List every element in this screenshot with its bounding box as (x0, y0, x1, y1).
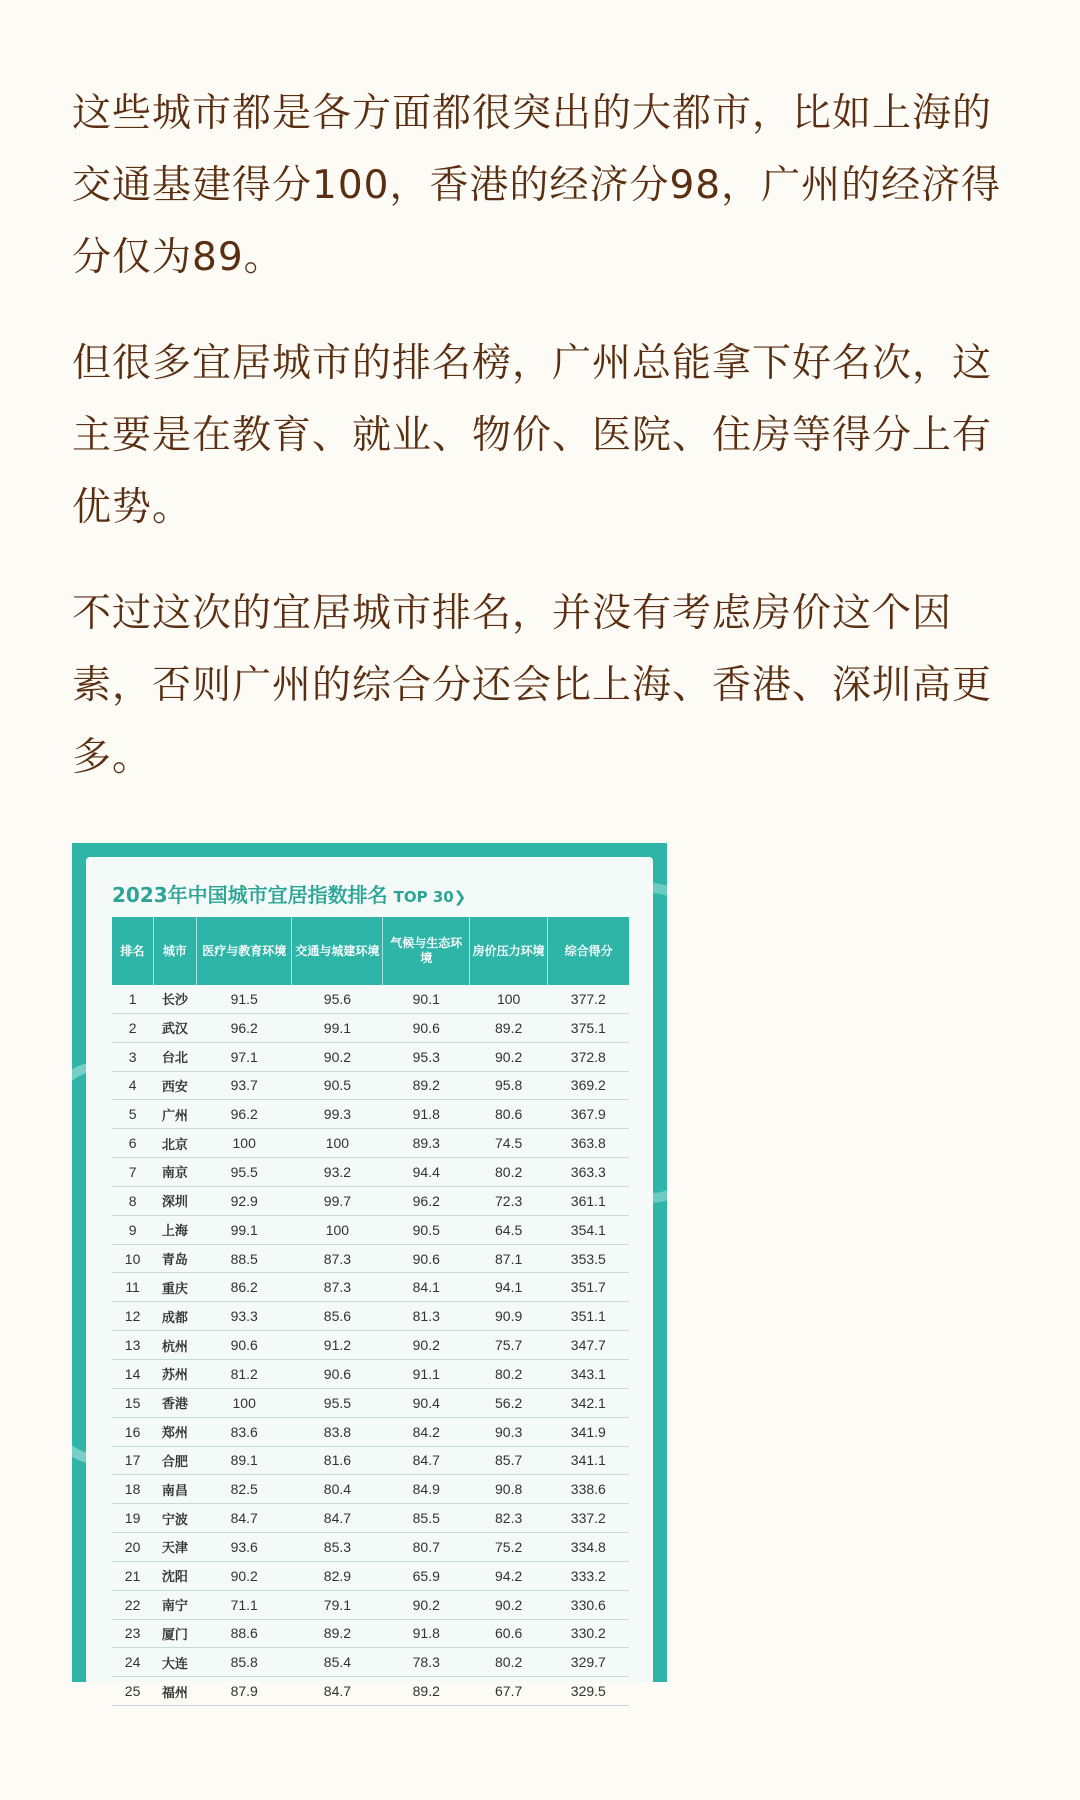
climate-ecology-cell: 89.2 (383, 1071, 470, 1100)
housing-pressure-cell: 89.2 (470, 1013, 548, 1042)
column-header: 排名 (112, 917, 153, 985)
transport-construction-cell: 91.2 (292, 1331, 383, 1360)
transport-construction-cell: 90.2 (292, 1042, 383, 1071)
ranking-title-suffix: TOP 30 (393, 888, 454, 906)
transport-construction-cell: 83.8 (292, 1417, 383, 1446)
housing-pressure-cell: 90.2 (470, 1590, 548, 1619)
climate-ecology-cell: 84.7 (383, 1446, 470, 1475)
transport-construction-cell: 79.1 (292, 1590, 383, 1619)
housing-pressure-cell: 72.3 (470, 1186, 548, 1215)
total-score-cell: 330.2 (548, 1619, 629, 1648)
table-row (112, 1648, 629, 1677)
total-score-cell: 353.5 (548, 1244, 629, 1273)
rank-cell: 5 (112, 1100, 153, 1129)
housing-pressure-cell: 80.2 (470, 1158, 548, 1187)
ranking-image[interactable] (72, 843, 667, 1701)
transport-construction-cell: 85.6 (292, 1302, 383, 1331)
table-row (112, 1590, 629, 1619)
medical-education-cell: 95.5 (197, 1158, 292, 1187)
climate-ecology-cell: 91.1 (383, 1359, 470, 1388)
housing-pressure-cell: 90.8 (470, 1475, 548, 1504)
city-cell: 成都 (153, 1302, 196, 1331)
medical-education-cell: 100 (197, 1388, 292, 1417)
paragraph-1: 这些城市都是各方面都很突出的大都市，比如上海的交通基建得分100，香港的经济分98，广州的经济得分仅为89。 (72, 91, 1002, 280)
transport-construction-cell: 84.7 (292, 1504, 383, 1533)
table-row (112, 1158, 629, 1187)
climate-ecology-cell: 90.4 (383, 1388, 470, 1417)
table-row (112, 1533, 629, 1562)
rank-cell: 15 (112, 1388, 153, 1417)
housing-pressure-cell: 94.1 (470, 1273, 548, 1302)
climate-ecology-cell: 89.2 (383, 1677, 470, 1706)
housing-pressure-cell: 90.2 (470, 1042, 548, 1071)
housing-pressure-cell: 75.2 (470, 1533, 548, 1562)
total-score-cell: 369.2 (548, 1071, 629, 1100)
city-cell: 西安 (153, 1071, 196, 1100)
total-score-cell: 343.1 (548, 1359, 629, 1388)
medical-education-cell: 96.2 (197, 1013, 292, 1042)
city-cell: 南昌 (153, 1475, 196, 1504)
housing-pressure-cell: 74.5 (470, 1129, 548, 1158)
city-cell: 北京 (153, 1129, 196, 1158)
table-row (112, 1475, 629, 1504)
housing-pressure-cell: 80.6 (470, 1100, 548, 1129)
medical-education-cell: 99.1 (197, 1215, 292, 1244)
table-row (112, 1417, 629, 1446)
rank-cell: 23 (112, 1619, 153, 1648)
transport-construction-cell: 85.4 (292, 1648, 383, 1677)
medical-education-cell: 88.5 (197, 1244, 292, 1273)
table-row (112, 1388, 629, 1417)
transport-construction-cell: 93.2 (292, 1158, 383, 1187)
total-score-cell: 330.6 (548, 1590, 629, 1619)
city-cell: 大连 (153, 1648, 196, 1677)
total-score-cell: 377.2 (548, 985, 629, 1013)
table-body (112, 985, 629, 1706)
table-row (112, 1359, 629, 1388)
transport-construction-cell: 95.6 (292, 985, 383, 1013)
table-row (112, 1273, 629, 1302)
city-cell: 苏州 (153, 1359, 196, 1388)
total-score-cell: 333.2 (548, 1561, 629, 1590)
climate-ecology-cell: 90.1 (383, 985, 470, 1013)
transport-construction-cell: 100 (292, 1215, 383, 1244)
table-row (112, 1302, 629, 1331)
housing-pressure-cell: 67.7 (470, 1677, 548, 1706)
city-cell: 青岛 (153, 1244, 196, 1273)
climate-ecology-cell: 78.3 (383, 1648, 470, 1677)
rank-cell: 20 (112, 1533, 153, 1562)
housing-pressure-cell: 94.2 (470, 1561, 548, 1590)
climate-ecology-cell: 91.8 (383, 1619, 470, 1648)
housing-pressure-cell: 100 (470, 985, 548, 1013)
medical-education-cell: 71.1 (197, 1590, 292, 1619)
column-header: 交通与城建环境 (292, 917, 383, 985)
housing-pressure-cell: 90.3 (470, 1417, 548, 1446)
total-score-cell: 334.8 (548, 1533, 629, 1562)
total-score-cell: 375.1 (548, 1013, 629, 1042)
climate-ecology-cell: 81.3 (383, 1302, 470, 1331)
climate-ecology-cell: 90.5 (383, 1215, 470, 1244)
transport-construction-cell: 80.4 (292, 1475, 383, 1504)
table-row (112, 1677, 629, 1706)
housing-pressure-cell: 56.2 (470, 1388, 548, 1417)
climate-ecology-cell: 90.2 (383, 1590, 470, 1619)
housing-pressure-cell: 75.7 (470, 1331, 548, 1360)
housing-pressure-cell: 85.7 (470, 1446, 548, 1475)
rank-cell: 4 (112, 1071, 153, 1100)
transport-construction-cell: 89.2 (292, 1619, 383, 1648)
column-header: 综合得分 (548, 917, 629, 985)
total-score-cell: 363.8 (548, 1129, 629, 1158)
housing-pressure-cell: 82.3 (470, 1504, 548, 1533)
transport-construction-cell: 95.5 (292, 1388, 383, 1417)
rank-cell: 11 (112, 1273, 153, 1302)
climate-ecology-cell: 84.2 (383, 1417, 470, 1446)
column-header: 气候与生态环境 (383, 917, 470, 985)
climate-ecology-cell: 65.9 (383, 1561, 470, 1590)
city-cell: 长沙 (153, 985, 196, 1013)
housing-pressure-cell: 64.5 (470, 1215, 548, 1244)
table-row (112, 1071, 629, 1100)
table-row (112, 1129, 629, 1158)
rank-cell: 9 (112, 1215, 153, 1244)
total-score-cell: 363.3 (548, 1158, 629, 1187)
total-score-cell: 342.1 (548, 1388, 629, 1417)
column-header: 城市 (153, 917, 196, 985)
climate-ecology-cell: 91.8 (383, 1100, 470, 1129)
climate-ecology-cell: 95.3 (383, 1042, 470, 1071)
transport-construction-cell: 99.3 (292, 1100, 383, 1129)
climate-ecology-cell: 84.1 (383, 1273, 470, 1302)
rank-cell: 8 (112, 1186, 153, 1215)
table-row (112, 1100, 629, 1129)
chevron-right-icon: ❯ (453, 888, 467, 906)
total-score-cell: 361.1 (548, 1186, 629, 1215)
medical-education-cell: 85.8 (197, 1648, 292, 1677)
transport-construction-cell: 87.3 (292, 1273, 383, 1302)
rank-cell: 12 (112, 1302, 153, 1331)
climate-ecology-cell: 90.6 (383, 1013, 470, 1042)
medical-education-cell: 84.7 (197, 1504, 292, 1533)
rank-cell: 13 (112, 1331, 153, 1360)
medical-education-cell: 93.7 (197, 1071, 292, 1100)
rank-cell: 19 (112, 1504, 153, 1533)
table-row (112, 985, 629, 1013)
medical-education-cell: 92.9 (197, 1186, 292, 1215)
total-score-cell: 367.9 (548, 1100, 629, 1129)
climate-ecology-cell: 84.9 (383, 1475, 470, 1504)
climate-ecology-cell: 80.7 (383, 1533, 470, 1562)
rank-cell: 3 (112, 1042, 153, 1071)
table-row (112, 1215, 629, 1244)
medical-education-cell: 90.6 (197, 1331, 292, 1360)
rank-cell: 10 (112, 1244, 153, 1273)
climate-ecology-cell: 89.3 (383, 1129, 470, 1158)
rank-cell: 22 (112, 1590, 153, 1619)
rank-cell: 21 (112, 1561, 153, 1590)
transport-construction-cell: 100 (292, 1129, 383, 1158)
rank-cell: 24 (112, 1648, 153, 1677)
medical-education-cell: 89.1 (197, 1446, 292, 1475)
table-row (112, 1042, 629, 1071)
medical-education-cell: 81.2 (197, 1359, 292, 1388)
rank-cell: 25 (112, 1677, 153, 1706)
rank-cell: 7 (112, 1158, 153, 1187)
ranking-card (86, 857, 653, 1701)
rank-cell: 18 (112, 1475, 153, 1504)
transport-construction-cell: 81.6 (292, 1446, 383, 1475)
climate-ecology-cell: 90.2 (383, 1331, 470, 1360)
total-score-cell: 351.1 (548, 1302, 629, 1331)
rank-cell: 17 (112, 1446, 153, 1475)
housing-pressure-cell: 87.1 (470, 1244, 548, 1273)
city-cell: 天津 (153, 1533, 196, 1562)
city-cell: 台北 (153, 1042, 196, 1071)
transport-construction-cell: 99.1 (292, 1013, 383, 1042)
table-row (112, 1186, 629, 1215)
housing-pressure-cell: 60.6 (470, 1619, 548, 1648)
climate-ecology-cell: 85.5 (383, 1504, 470, 1533)
medical-education-cell: 88.6 (197, 1619, 292, 1648)
city-cell: 厦门 (153, 1619, 196, 1648)
medical-education-cell: 87.9 (197, 1677, 292, 1706)
city-cell: 宁波 (153, 1504, 196, 1533)
city-cell: 武汉 (153, 1013, 196, 1042)
rank-cell: 16 (112, 1417, 153, 1446)
city-cell: 深圳 (153, 1186, 196, 1215)
transport-construction-cell: 87.3 (292, 1244, 383, 1273)
housing-pressure-cell: 80.2 (470, 1648, 548, 1677)
transport-construction-cell: 85.3 (292, 1533, 383, 1562)
ranking-table (112, 917, 629, 1706)
city-cell: 重庆 (153, 1273, 196, 1302)
ranking-title (112, 879, 466, 908)
city-cell: 南宁 (153, 1590, 196, 1619)
transport-construction-cell: 84.7 (292, 1677, 383, 1706)
city-cell: 合肥 (153, 1446, 196, 1475)
total-score-cell: 372.8 (548, 1042, 629, 1071)
table-row (112, 1013, 629, 1042)
table-row (112, 1504, 629, 1533)
city-cell: 杭州 (153, 1331, 196, 1360)
rank-cell: 1 (112, 985, 153, 1013)
medical-education-cell: 82.5 (197, 1475, 292, 1504)
city-cell: 广州 (153, 1100, 196, 1129)
city-cell: 南京 (153, 1158, 196, 1187)
column-header: 医疗与教育环境 (197, 917, 292, 985)
transport-construction-cell: 90.5 (292, 1071, 383, 1100)
total-score-cell: 341.9 (548, 1417, 629, 1446)
transport-construction-cell: 99.7 (292, 1186, 383, 1215)
total-score-cell: 329.7 (548, 1648, 629, 1677)
paragraph-3: 不过这次的宜居城市排名，并没有考虑房价这个因素，否则广州的综合分还会比上海、香港、深圳高更多。 (72, 591, 993, 780)
city-cell: 香港 (153, 1388, 196, 1417)
paragraph-2: 但很多宜居城市的排名榜，广州总能拿下好名次，这主要是在教育、就业、物价、医院、住房等得分上有优势。 (72, 341, 993, 530)
medical-education-cell: 93.3 (197, 1302, 292, 1331)
medical-education-cell: 93.6 (197, 1533, 292, 1562)
medical-education-cell: 96.2 (197, 1100, 292, 1129)
climate-ecology-cell: 90.6 (383, 1244, 470, 1273)
housing-pressure-cell: 80.2 (470, 1359, 548, 1388)
total-score-cell: 337.2 (548, 1504, 629, 1533)
city-cell: 郑州 (153, 1417, 196, 1446)
climate-ecology-cell: 96.2 (383, 1186, 470, 1215)
climate-ecology-cell: 94.4 (383, 1158, 470, 1187)
medical-education-cell: 91.5 (197, 985, 292, 1013)
medical-education-cell: 83.6 (197, 1417, 292, 1446)
table-row (112, 1331, 629, 1360)
ranking-title-text: 2023年中国城市宜居指数排名 (112, 883, 388, 907)
city-cell: 沈阳 (153, 1561, 196, 1590)
total-score-cell: 354.1 (548, 1215, 629, 1244)
table-header-row (112, 917, 629, 985)
housing-pressure-cell: 90.9 (470, 1302, 548, 1331)
total-score-cell: 338.6 (548, 1475, 629, 1504)
total-score-cell: 341.1 (548, 1446, 629, 1475)
table-row (112, 1561, 629, 1590)
table-row (112, 1619, 629, 1648)
transport-construction-cell: 82.9 (292, 1561, 383, 1590)
article-body (72, 78, 1012, 828)
medical-education-cell: 100 (197, 1129, 292, 1158)
total-score-cell: 347.7 (548, 1331, 629, 1360)
rank-cell: 2 (112, 1013, 153, 1042)
medical-education-cell: 97.1 (197, 1042, 292, 1071)
medical-education-cell: 86.2 (197, 1273, 292, 1302)
rank-cell: 14 (112, 1359, 153, 1388)
total-score-cell: 351.7 (548, 1273, 629, 1302)
table-row (112, 1446, 629, 1475)
transport-construction-cell: 90.6 (292, 1359, 383, 1388)
city-cell: 福州 (153, 1677, 196, 1706)
table-row (112, 1244, 629, 1273)
column-header: 房价压力环境 (470, 917, 548, 985)
medical-education-cell: 90.2 (197, 1561, 292, 1590)
rank-cell: 6 (112, 1129, 153, 1158)
city-cell: 上海 (153, 1215, 196, 1244)
housing-pressure-cell: 95.8 (470, 1071, 548, 1100)
total-score-cell: 329.5 (548, 1677, 629, 1706)
